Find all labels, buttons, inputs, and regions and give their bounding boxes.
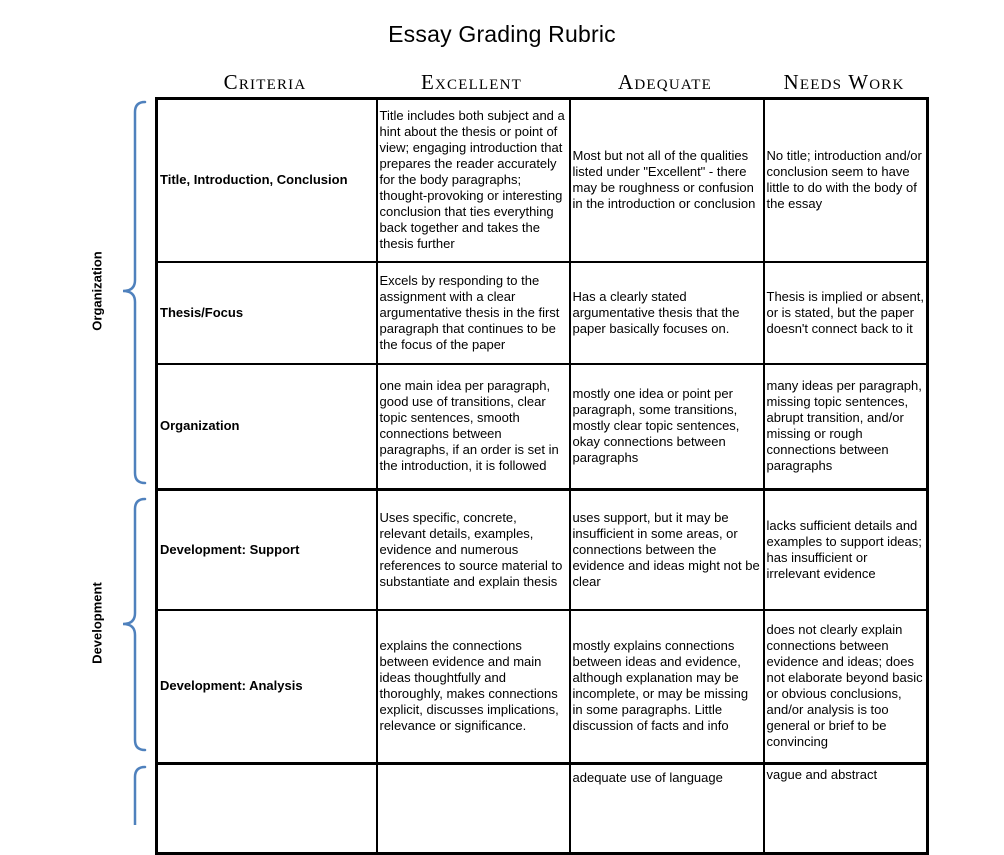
page-title: Essay Grading Rubric xyxy=(388,21,616,47)
next-group-brace-icon xyxy=(119,765,147,825)
cell-criteria: Thesis/Focus xyxy=(157,262,377,364)
organization-group-brace-icon xyxy=(119,100,147,485)
cell-adequate: mostly one idea or point per paragraph, some transitions, mostly clear topic sentences, okay connections between paragraphs xyxy=(570,364,764,490)
column-header-criteria: Criteria xyxy=(223,70,307,94)
group-label-development: Development xyxy=(89,582,105,664)
development-group-brace-icon xyxy=(119,497,147,752)
cell-needs-work: many ideas per paragraph, missing topic sentences, abrupt transition, and/or missing or rough connections between paragraphs xyxy=(764,364,928,490)
column-header-needs-work: Needs Work xyxy=(783,70,905,94)
table-row xyxy=(157,262,928,364)
cell-criteria: Title, Introduction, Conclusion xyxy=(157,99,377,262)
table-row xyxy=(157,99,928,262)
cell-needs-work: lacks sufficient details and examples to support ideas; has insufficient or irrelevant evidence xyxy=(764,490,928,610)
cell-criteria: Development: Support xyxy=(157,490,377,610)
table-row xyxy=(157,764,928,854)
column-header-adequate: Adequate xyxy=(618,70,712,94)
cell-excellent: explains the connections between evidence and main ideas thoughtfully and thoroughly, makes connections explicit, discusses implications, relevance or significance. xyxy=(377,610,570,764)
cell-adequate: mostly explains connections between ideas and evidence, although explanation may be incomplete, or may be missing in some paragraphs. Little discussion of facts and info xyxy=(570,610,764,764)
cell-excellent: Uses specific, concrete, relevant details, examples, evidence and numerous references to source material to substantiate and explain thesis xyxy=(377,490,570,610)
cell-needs-work: No title; introduction and/or conclusion seem to have little to do with the body of the essay xyxy=(764,99,928,262)
table-row xyxy=(157,490,928,610)
cell-adequate: adequate use of language xyxy=(570,764,764,854)
cell-needs-work: vague and abstract xyxy=(764,764,928,854)
cell-excellent xyxy=(377,764,570,854)
cell-excellent: Title includes both subject and a hint about the thesis or point of view; engaging introduction that prepares the reader accurately for the body paragraphs; thought-provoking or interesting conclusion that ties everything back together and takes the thesis further xyxy=(377,99,570,262)
cell-adequate: Most but not all of the qualities listed under "Excellent" - there may be roughness or confusion in the introduction or conclusion xyxy=(570,99,764,262)
column-header-excellent: Excellent xyxy=(420,70,523,94)
cell-excellent: Excels by responding to the assignment with a clear argumentative thesis in the first paragraph that continues to be the focus of the paper xyxy=(377,262,570,364)
group-label-organization: Organization xyxy=(89,251,105,331)
table-row xyxy=(157,364,928,490)
cell-criteria: Development: Analysis xyxy=(157,610,377,764)
cell-needs-work: Thesis is implied or absent, or is stated, but the paper doesn't connect back to it xyxy=(764,262,928,364)
cell-needs-work: does not clearly explain connections between evidence and ideas; does not elaborate beyond basic or obvious conclusions, and/or analysis is too general or brief to be convincing xyxy=(764,610,928,764)
cell-criteria xyxy=(157,764,377,854)
table-header-row xyxy=(155,70,926,95)
cell-adequate: Has a clearly stated argumentative thesis that the paper basically focuses on. xyxy=(570,262,764,364)
rubric-table xyxy=(155,97,929,855)
cell-excellent: one main idea per paragraph, good use of transitions, clear topic sentences, smooth connections between paragraphs, if an order is set in the introduction, it is followed xyxy=(377,364,570,490)
cell-criteria: Organization xyxy=(157,364,377,490)
cell-adequate: uses support, but it may be insufficient in some areas, or connections between the evidence and ideas might not be clear xyxy=(570,490,764,610)
table-row xyxy=(157,610,928,764)
